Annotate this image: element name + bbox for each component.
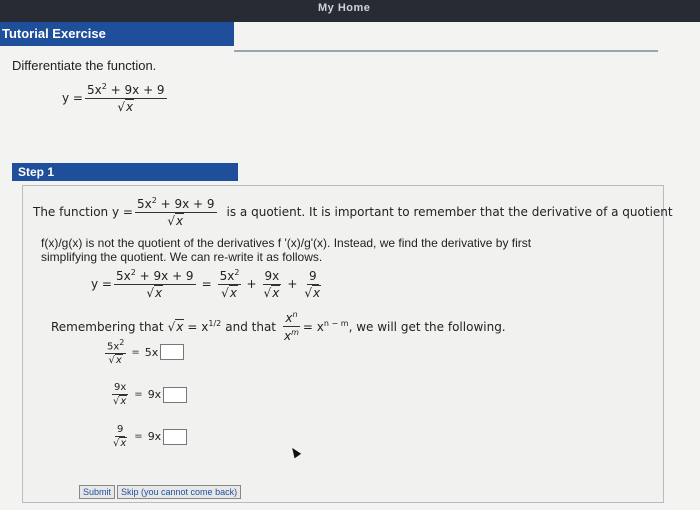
step-line-2: f(x)/g(x) is not the quotient of the derivatives f '(x)/g'(x). Instead, we find the derivative by first [41,236,532,250]
answer-row-3: $\frac{9}{√x}$ = 9x [109,424,187,449]
function-fraction: $\frac{5x^2 + 9x + 9}{√x}$ [86,82,165,114]
button-row [79,485,241,499]
step-panel [22,185,673,503]
step-header [12,163,238,181]
step-label: Step 1 [18,165,55,179]
exponent-input-3[interactable] [163,429,187,445]
answer-row-2: $\frac{9x}{√x}$ = 9x [109,382,187,407]
skip-button[interactable]: Skip (you cannot come back) [117,485,241,499]
prompt-text: Differentiate the function. [12,58,157,73]
exponent-input-2[interactable] [163,387,187,403]
top-bar [0,0,700,22]
page-title: Tutorial Exercise [2,26,106,41]
step-intro-line: The function y = $\frac{5x^2 + 9x + 9}{√x}$ is a quotient. It is important to remember that the derivative of a quotient [33,196,673,228]
answer-row-1: $\frac{5x^2}{√x}$ = 5x [103,338,184,366]
rewrite-expression: y = $\frac{5x^2 + 9x + 9}{√x}$ = $\frac{5x^2}{√x}$ + $\frac{9x}{√x}$ + $\frac{9}{√x}$ [91,268,321,300]
step-line-3: simplifying the quotient. We can re-write it as follows. [41,250,323,264]
remember-line: Remembering that √x = $x^{1/2}$ and that $\frac{x^n}{x^m}$ = $x^{n - m}$ , we will get the following. [51,310,506,343]
brand-text[interactable]: My Home [318,2,371,14]
header-rule [234,50,658,52]
intro-fraction: $\frac{5x^2 + 9x + 9}{√x}$ [136,196,215,228]
header-band [0,22,234,46]
function-lhs: y = [62,91,83,105]
function-expression [62,82,169,114]
submit-button[interactable]: Submit [79,485,115,499]
exponent-input-1[interactable] [160,344,184,360]
